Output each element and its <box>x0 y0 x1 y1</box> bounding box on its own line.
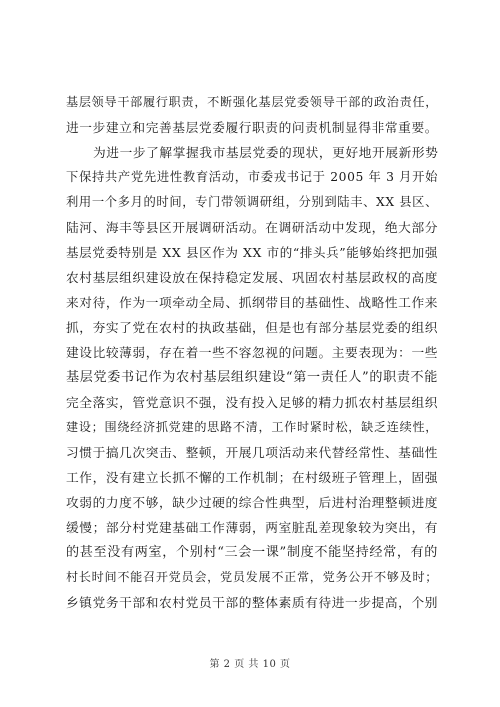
text-line: 抓，夯实了党在农村的执政基础，但是也有部分基层党委的组织 <box>66 320 439 335</box>
text-line: 缓慢；部分村党建基础工作薄弱，两室脏乱差现象较为突出，有 <box>66 520 439 535</box>
text-line: 的甚至没有两室，个别村“三会一课”制度不能坚持经常，有的 <box>66 545 438 560</box>
text-line: 建设；围绕经济抓党建的思路不清，工作时紧时松，缺乏连续性， <box>66 420 438 434</box>
text-line: 村长时间不能召开党员会，党员发展不正常，党务公开不够及时； <box>66 570 438 584</box>
text-line: 陆河、海丰等县区开展调研活动。在调研活动中发现，绝大部分 <box>66 220 439 235</box>
document-body <box>66 90 438 615</box>
text-line: 利用一个多月的时间，专门带领调研组，分别到陆丰、XX 县区、 <box>66 195 438 209</box>
text-line: 乡镇党务干部和农村党员干部的整体素质有待进一步提高，个别 <box>66 595 439 610</box>
text-line: 习惯于搞几次突击、整顿，开展几项活动来代替经常性、基础性 <box>66 445 439 460</box>
text-line: 进一步建立和完善基层党委履行职责的问责机制显得非常重要。 <box>66 120 439 135</box>
paragraph-first-line: 为进一步了解掌握我市基层党委的现状，更好地开展新形势 <box>93 145 439 160</box>
text-line: 来对待，作为一项牵动全局、抓纲带目的基础性、战略性工作来 <box>66 295 439 310</box>
text-line: 工作，没有建立长抓不懈的工作机制；在村级班子管理上，固强 <box>66 470 439 485</box>
page-footer: 第 2 页 共 10 页 <box>209 659 291 670</box>
text-line: 建设比较薄弱，存在着一些不容忽视的问题。主要表现为：一些 <box>66 345 439 360</box>
text-line: 下保持共产党先进性教育活动，市委戎书记于 2005 年 3 月开始 <box>66 170 438 184</box>
text-line: 完全落实，管党意识不强，没有投入足够的精力抓农村基层组织 <box>66 395 439 410</box>
text-line: 基层领导干部履行职责，不断强化基层党委领导干部的政治责任， <box>66 95 438 109</box>
text-line: 农村基层组织建设放在保持稳定发展、巩固农村基层政权的高度 <box>66 270 439 285</box>
text-line: 攻弱的力度不够，缺少过硬的综合性典型，后进村治理整顿进度 <box>66 495 439 510</box>
text-line: 基层党委特别是 XX 县区作为 XX 市的“排头兵”能够始终把加强 <box>66 245 438 260</box>
text-line: 基层党委书记作为农村基层组织建设“第一责任人”的职责不能 <box>66 370 438 385</box>
